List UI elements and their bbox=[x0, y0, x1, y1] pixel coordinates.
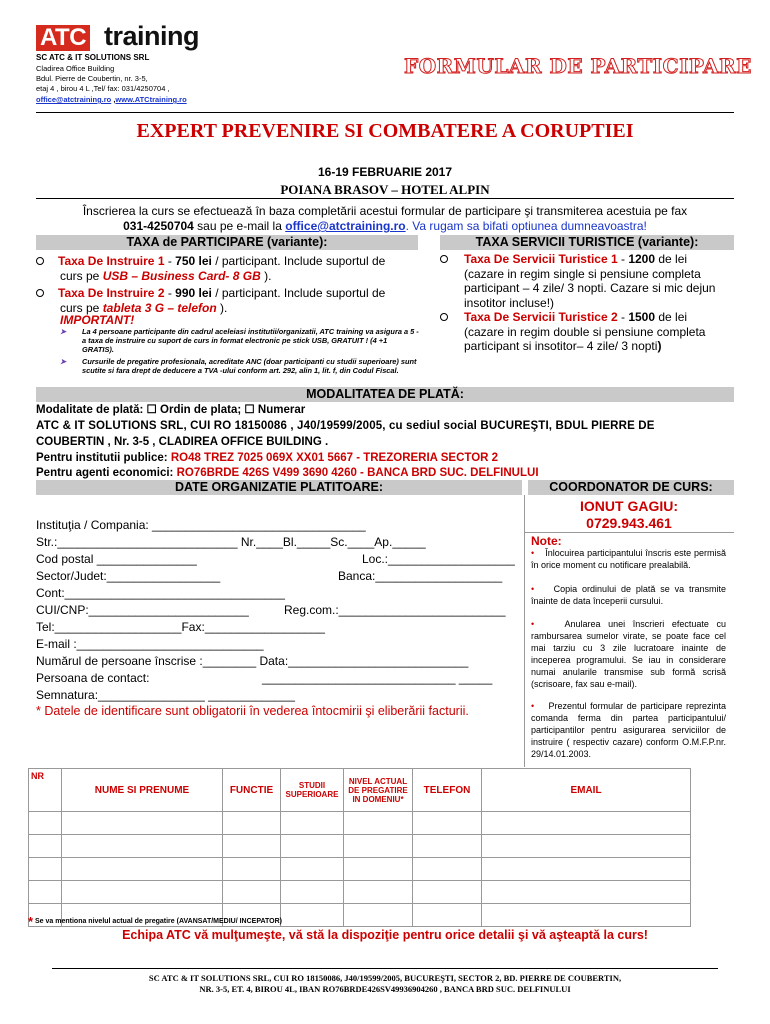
fee-header-left: TAXA de PARTICIPARE (variante): bbox=[36, 235, 418, 250]
field-persons-date[interactable]: Numărul de persoane înscrise :________ Data:___________________________ bbox=[36, 654, 469, 668]
footer-address-2: NR. 3-5, ET. 4, BIROU 4L, IBAN RO76BRDE426SV49936904260 , BANCA BRD SUC. DELFINULUI bbox=[199, 984, 571, 994]
field-account[interactable]: Cont:_________________________________ bbox=[36, 586, 285, 600]
field-reg-com[interactable]: Reg.com.:_________________________ bbox=[284, 603, 506, 617]
tur2-end: ) bbox=[657, 339, 662, 353]
field-signature[interactable]: Semnatura:________________ _____________ bbox=[36, 688, 295, 702]
opt2-media: tableta 3 G – telefon bbox=[102, 300, 217, 315]
field-company[interactable]: Instituţia / Compania: ________________________________ bbox=[36, 518, 366, 532]
field-contact-person[interactable]: Persoana de contact: bbox=[36, 671, 150, 685]
opt1-name: Taxa De Instruire 1 bbox=[58, 254, 165, 268]
tur2-price: 1500 bbox=[628, 310, 656, 324]
tourist-option-2[interactable]: Taxa De Servicii Turistice 2 - 1500 de lei (cazare in regim double si pensiune completa participant si insotitor– 4 zile/ 3 nopti) bbox=[440, 310, 734, 354]
course-dates: 16-19 FEBRUARIE 2017 bbox=[317, 165, 453, 179]
eco-account: RO76BRDE 426S V499 3690 4260 - BANCA BRD SUC. DELFINULUI bbox=[176, 467, 539, 479]
field-cui[interactable]: CUI/CNP:________________________ bbox=[36, 603, 249, 617]
opt2-price: 990 lei bbox=[175, 286, 212, 300]
col-email: EMAIL bbox=[482, 769, 691, 812]
table-header-row bbox=[29, 769, 691, 812]
mandatory-warning: * Datele de identificare sunt obligatorii în vederea întocmirii şi eliberării facturii. bbox=[36, 704, 469, 718]
logo-atc: ATC bbox=[36, 25, 90, 51]
tur1-unit: de lei bbox=[655, 252, 688, 266]
payment-method[interactable]: Modalitate de plată: ☐ Ordin de plata; ☐ Numerar bbox=[36, 404, 306, 416]
coordinator-name: IONUT GAGIU: bbox=[580, 498, 678, 514]
course-title: EXPERT PREVENIRE SI COMBATERE A CORUPTIEI bbox=[136, 120, 634, 142]
note-1-text: Înlocuirea participantului înscris este permisă în orice moment cu notificare prealabilă. bbox=[531, 548, 726, 570]
company-details: ATC & IT SOLUTIONS SRL, CUI RO 18150086 , J40/19599/2005, cu sediul social BUCUREŞTI, BDUL PIERRE DE bbox=[36, 420, 655, 432]
imp1-text: La 4 persoane participante din cadrul aceleiasi institutii/organizatii, ATC training va asigura a 5 -a taxa de instruire cu suport de curs in format electronic pe stick USB, GRATUIT ! (4 +1 GRATIS). bbox=[82, 327, 419, 354]
company-address: COUBERTIN , Nr. 3-5 , CLADIREA OFFICE BUILDING . bbox=[36, 436, 329, 448]
footer-address-1: SC ATC & IT SOLUTIONS SRL, CUI RO 18150086, J40/19599/2005, BUCUREŞTI, SECTOR 2, BD. PIERRE DE COUBERTIN, bbox=[148, 973, 622, 983]
footer-divider bbox=[52, 968, 718, 969]
field-contact-line[interactable]: _____________________________ _____ bbox=[262, 671, 493, 685]
opt1-end: ). bbox=[260, 268, 272, 283]
field-email[interactable]: E-mail :____________________________ bbox=[36, 637, 264, 651]
note-2 bbox=[531, 583, 726, 607]
public-account: RO48 TREZ 7025 069X XX01 5667 - TREZORERIA SECTOR 2 bbox=[170, 452, 499, 464]
footnote-text: Se va mentiona nivelul actual de pregatire (AVANSAT/MEDIU/ INCEPATOR) bbox=[35, 918, 283, 925]
address-line-3: etaj 4 , birou 4 L ,Tel/ fax: 031/4250704 , bbox=[36, 84, 170, 93]
tur1-desc: (cazare in regim single si pensiune completa participant – 4 zile/ 3 nopti. Cazare si mic dejun insotitor incluse!) bbox=[464, 266, 716, 310]
tur2-desc: (cazare in regim double si pensiune completa participant si insotitor– 4 zile/ 3 nopti bbox=[464, 324, 706, 353]
asterisk-icon: * bbox=[28, 914, 34, 929]
address-line-2: Bdul. Pierre de Coubertin, nr. 3-5, bbox=[36, 74, 148, 83]
intro-mid: sau pe e-mail la bbox=[193, 219, 286, 233]
opt1-media: USB – Business Card- 8 GB bbox=[102, 268, 261, 283]
org-header: DATE ORGANIZATIE PLATITOARE: bbox=[36, 480, 522, 495]
bullet-icon: • bbox=[531, 701, 535, 711]
radio-icon[interactable] bbox=[36, 257, 44, 265]
tur2-unit: de lei bbox=[655, 310, 688, 324]
payment-header: MODALITATEA DE PLATĂ: bbox=[36, 387, 734, 402]
fee-header-right: TAXA SERVICII TURISTICE (variante): bbox=[440, 235, 734, 250]
col-name: NUME SI PRENUME bbox=[62, 769, 223, 812]
col-level: NIVEL ACTUAL DE PREGATIRE IN DOMENIU* bbox=[344, 769, 413, 812]
note-3 bbox=[531, 618, 726, 690]
address-line-1: Cladirea Office Building bbox=[36, 64, 115, 73]
important-label: IMPORTANT! bbox=[60, 313, 135, 327]
note-1 bbox=[531, 547, 726, 571]
opt1-text2: curs pe bbox=[60, 268, 103, 283]
footnote bbox=[28, 914, 282, 929]
radio-icon[interactable] bbox=[36, 289, 44, 297]
form-title: FORMULAR DE PARTICIPARE bbox=[404, 54, 752, 78]
bullet-icon: • bbox=[531, 584, 535, 594]
intro-line: Înscrierea la curs se efectuează în baza completării acestui formular de participare şi transmiterea acestuia pe fax bbox=[82, 204, 688, 218]
opt2-name: Taxa De Instruire 2 bbox=[58, 286, 165, 300]
participants-table bbox=[28, 768, 691, 927]
intro-end: . Va rugam sa bifati optiunea dumneavoastra! bbox=[405, 219, 647, 233]
col-nr: NR bbox=[29, 769, 62, 812]
field-county[interactable]: Sector/Judet:_________________ bbox=[36, 569, 221, 583]
header-sep: , bbox=[111, 95, 116, 104]
company-name: SC ATC & IT SOLUTIONS SRL bbox=[36, 53, 150, 62]
opt2-text2: curs pe bbox=[60, 300, 103, 315]
col-studies: STUDII SUPERIOARE bbox=[281, 769, 344, 812]
header-divider bbox=[36, 112, 734, 113]
tur1-price: 1200 bbox=[628, 252, 656, 266]
bullet-icon: ➤ bbox=[60, 327, 67, 336]
note-2-text: Copia ordinului de plată se va transmite înainte de data începerii cursului. bbox=[531, 584, 726, 606]
opt1-text: / participant. Include suportul de bbox=[211, 254, 386, 268]
intro-email-link[interactable]: office@atctraining.ro bbox=[285, 219, 406, 233]
notes-title: Note: bbox=[531, 534, 562, 548]
radio-icon[interactable] bbox=[440, 313, 448, 321]
table-row[interactable] bbox=[29, 881, 691, 904]
fax-number: 031-4250704 bbox=[123, 219, 194, 233]
table-row[interactable] bbox=[29, 812, 691, 835]
note-4 bbox=[531, 700, 726, 760]
col-phone: TELEFON bbox=[413, 769, 482, 812]
opt2-text: / participant. Include suportul de bbox=[211, 286, 386, 300]
fee-option-1[interactable]: Taxa De Instruire 1 - 750 lei / participant. Include suportul de curs pe USB – Business Card- 8 GB ). bbox=[36, 254, 421, 283]
field-postal-code[interactable]: Cod postal _______________ bbox=[36, 552, 197, 566]
note-3-text: Anularea unei înscrieri efectuate cu rambursarea sumelor virate, se poate face cel mai tarziu cu 3 zile lucratoare inainte de inceperea programului. Se iau in considerare numai anularile transmise sub formă scrisă (scrisoare, fax sau e-mail). bbox=[531, 619, 726, 689]
opt2-end: ). bbox=[216, 300, 228, 315]
tourist-option-1[interactable]: Taxa De Servicii Turistice 1 - 1200 de lei (cazare in regim single si pensiune completa participant – 4 zile/ 3 nopti. Cazare si mic dejun insotitor incluse!) bbox=[440, 252, 734, 310]
logo-training: training bbox=[104, 21, 199, 51]
radio-icon[interactable] bbox=[440, 255, 448, 263]
field-bank[interactable]: Banca:___________________ bbox=[338, 569, 503, 583]
imp2-text: Cursurile de pregatire profesionala, acreditate ANC (doar participanti cu studii superioare) sunt scutite si fara drept de deducere a TVA -ului conform art. 292, alin 1, lit. f, din Codul Fiscal. bbox=[82, 357, 417, 375]
coordinator-phone[interactable]: 0729.943.461 bbox=[586, 515, 672, 531]
note-4-text: Prezentul formular de participare reprezinta comanda ferma din partea participantului/ participantilor pentru asigurarea serviciilor de instruire ( respectiv cazare) conform O.M.F.P.nr. 29/14.01.2003. bbox=[531, 701, 726, 759]
important-note-2 bbox=[60, 357, 420, 375]
slogan: Echipa ATC vă mulţumeşte, vă stă la dispoziţie pentru orice detalii şi vă aşteaptă la curs! bbox=[122, 928, 648, 942]
tur2-name: Taxa De Servicii Turistice 2 bbox=[464, 310, 618, 324]
important-note-1 bbox=[60, 327, 420, 354]
bullet-icon: • bbox=[531, 619, 535, 629]
header-web-link[interactable]: www.ATCtraining.ro bbox=[115, 95, 187, 104]
field-tel-fax[interactable]: Tel:___________________Fax:__________________ bbox=[36, 620, 325, 634]
course-location: POIANA BRASOV – HOTEL ALPIN bbox=[280, 182, 490, 197]
field-street[interactable]: Str.:___________________________ Nr.____Bl._____Sc.____Ap._____ bbox=[36, 535, 426, 549]
table-row[interactable] bbox=[29, 858, 691, 881]
tur1-name: Taxa De Servicii Turistice 1 bbox=[464, 252, 618, 266]
table-row[interactable] bbox=[29, 835, 691, 858]
bullet-icon: ➤ bbox=[60, 357, 67, 366]
eco-label: Pentru agenti economici: bbox=[36, 467, 177, 479]
header-email-link[interactable]: office@atctraining.ro bbox=[36, 95, 112, 104]
public-label: Pentru institutii publice: bbox=[36, 452, 171, 464]
col-function: FUNCTIE bbox=[223, 769, 281, 812]
field-locality[interactable]: Loc.:___________________ bbox=[362, 552, 515, 566]
bullet-icon: • bbox=[531, 548, 535, 558]
coordinator-header: COORDONATOR DE CURS: bbox=[528, 480, 734, 495]
opt1-price: 750 lei bbox=[175, 254, 212, 268]
fee-option-2[interactable]: Taxa De Instruire 2 - 990 lei / participant. Include suportul de curs pe tableta 3 G – telefon ). bbox=[36, 286, 421, 315]
